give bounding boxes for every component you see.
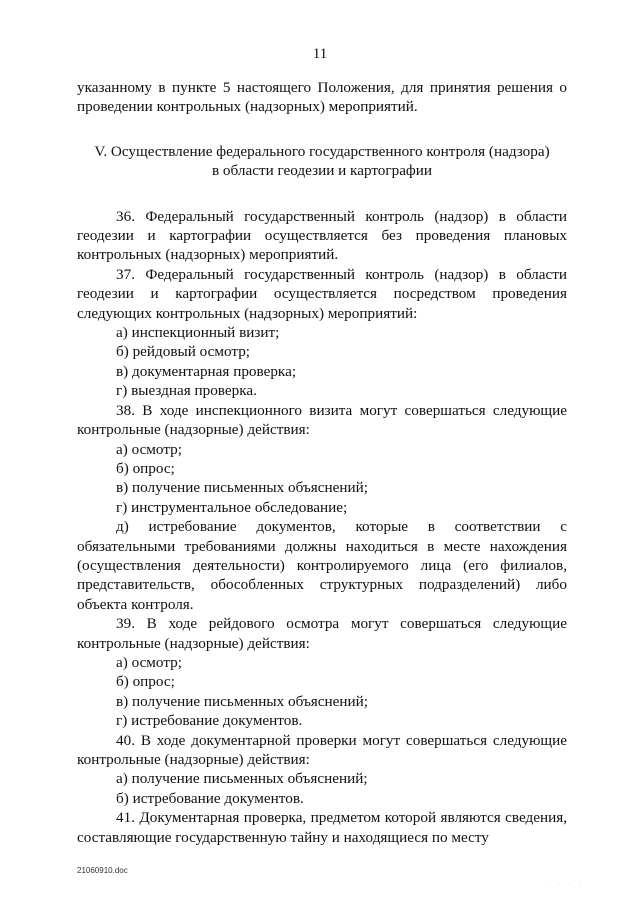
- section-heading-line-1: V. Осуществление федерального государственного контроля (надзора): [94, 142, 550, 160]
- page-number: 11: [312, 46, 328, 62]
- list-item-40-a: а) получение письменных объяснений;: [116, 770, 368, 788]
- paragraph-39: 39. В ходе рейдового осмотра могут совершаться следующие контрольные (надзорные) действия:: [77, 615, 567, 652]
- section-heading-line-2: в области геодезии и картографии: [211, 162, 433, 180]
- scan-specks: · · · ·: [548, 880, 584, 888]
- section-heading: [77, 142, 567, 181]
- list-item-39-c: в) получение письменных объяснений;: [116, 692, 369, 710]
- list-item-38-d: г) инструментальное обследование;: [116, 498, 348, 516]
- list-item-37-d: г) выездная проверка.: [116, 382, 257, 400]
- list-item-39-d: г) истребование документов.: [116, 712, 303, 730]
- list-item-38-a: а) осмотр;: [116, 440, 182, 458]
- list-item-37-c: в) документарная проверка;: [116, 362, 297, 380]
- paragraph-36: 36. Федеральный государственный контроль (надзор) в области геодезии и картографии осуществляется без проведения плановых контрольных (надзорных) мероприятий.: [77, 207, 567, 264]
- list-item-39-a: а) осмотр;: [116, 653, 182, 671]
- list-item-38-b: б) опрос;: [116, 459, 175, 477]
- footer-file-code: 21060910.doc: [77, 866, 128, 875]
- paragraph-37: 37. Федеральный государственный контроль (надзор) в области геодезии и картографии осуществляется посредством проведения следующих контрольных (надзорных) мероприятий:: [77, 265, 567, 322]
- paragraph-41: 41. Документарная проверка, предметом которой являются сведения, составляющие государственную тайну и находящиеся по месту: [77, 809, 567, 846]
- list-item-38-e: д) истребование документов, которые в соответствии с обязательными требованиями должны находиться в месте нахождения (осуществления деятельности) контролируемого лица (его филиалов, представительств, обособленных структурных подразделений) либо объекта контроля.: [77, 518, 567, 613]
- list-item-39-b: б) опрос;: [116, 673, 175, 691]
- paragraph-38: 38. В ходе инспекционного визита могут совершаться следующие контрольные (надзорные) действия:: [77, 401, 567, 439]
- paragraph-40: 40. В ходе документарной проверки могут совершаться следующие контрольные (надзорные) действия:: [77, 731, 567, 768]
- list-item-37-b: б) рейдовый осмотр;: [116, 343, 251, 361]
- list-item-37-a: а) инспекционный визит;: [116, 324, 280, 342]
- list-item-38-c: в) получение письменных объяснений;: [116, 479, 369, 497]
- list-item-40-b: б) истребование документов.: [116, 789, 304, 807]
- intro-paragraph: указанному в пункте 5 настоящего Положения, для принятия решения о проведении контрольных (надзорных) мероприятий.: [77, 79, 567, 116]
- document-body: [77, 78, 567, 847]
